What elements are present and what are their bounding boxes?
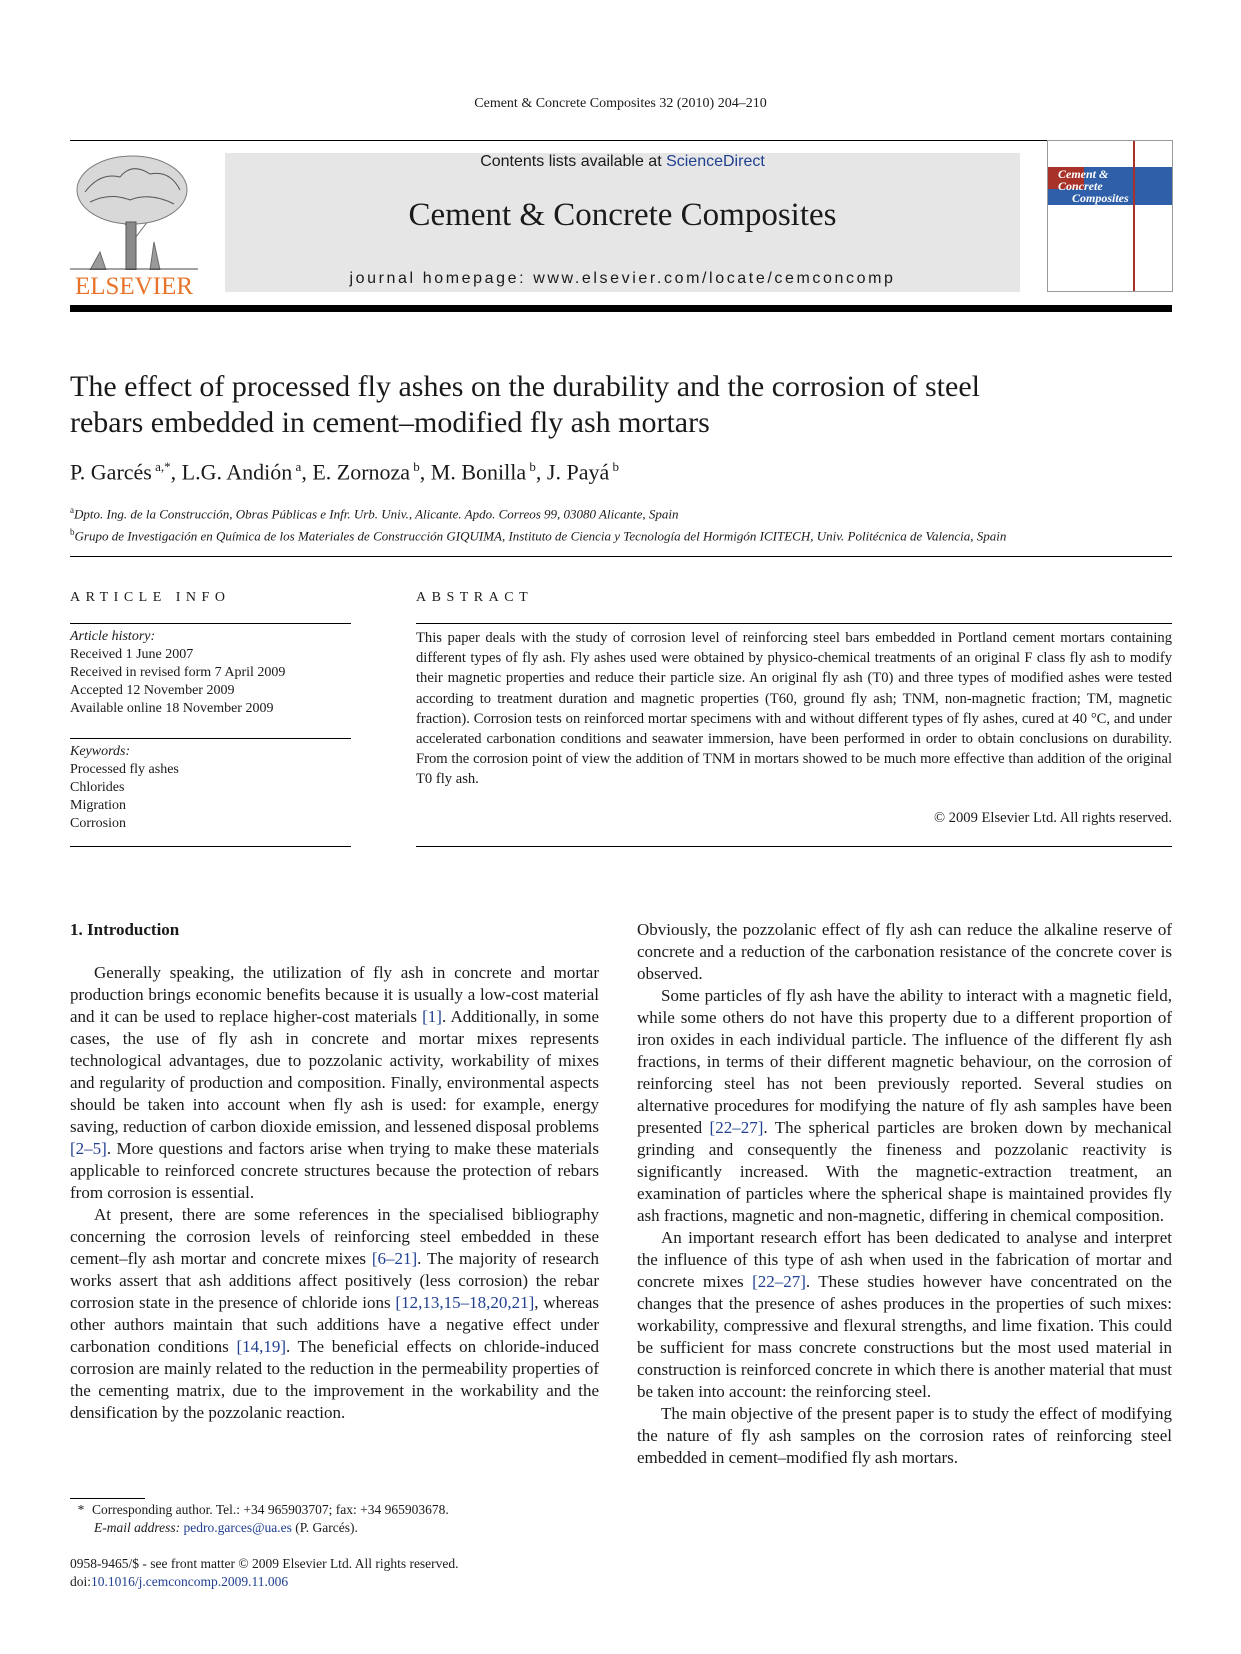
paragraph-text: . These studies however have concentrated on the changes that the presence of ashes produces in the properties of such mixes: workability, compressive and flexural strengths, and lime fixation. This could be sufficient for mass concrete constructions but the most used material in construction is reinforced concrete in which there is another material that must be taken into account: the reinforcing steel.	[637, 1272, 1172, 1401]
sciencedirect-link[interactable]: ScienceDirect	[666, 153, 765, 170]
citation-link[interactable]: [2–5]	[70, 1139, 107, 1158]
journal-name: Cement & Concrete Composites	[408, 197, 837, 233]
affiliation-text: Grupo de Investigación en Química de los Materiales de Construcción GIQUIMA, Instituto de Ciencia y Tecnología del Hormigón ICITECH, Univ. Politécnica de Valencia, Spain	[74, 528, 1007, 544]
paragraph-text: An important research effort has been dedicated to analyse and interpret the influence of this type of ash when used in the fabrication of mortar and concrete mixes	[637, 1228, 1172, 1291]
author-separator: ,	[419, 459, 431, 485]
footnote-rule	[70, 1498, 145, 1499]
journal-homepage	[225, 270, 1020, 288]
body-paragraph	[70, 1204, 599, 1424]
issn-doi-block	[70, 1555, 459, 1591]
journal-cover-thumbnail[interactable]	[1047, 140, 1173, 292]
paragraph-text: At present, there are some references in the specialised bibliography concerning the corrosion levels of reinforcing steel embedded in these cement–fly ash mortar and concrete mixes	[70, 1205, 599, 1268]
body-column-left	[70, 962, 599, 1424]
affiliation	[70, 523, 1006, 545]
body-paragraph	[637, 919, 1172, 985]
article-info-heading: ARTICLE INFO	[70, 590, 231, 605]
author-affiliation-mark: b	[410, 459, 420, 474]
author-separator: ,	[301, 459, 313, 485]
doi-link[interactable]: 10.1016/j.cemconcomp.2009.11.006	[91, 1574, 289, 1589]
affiliation	[70, 501, 1006, 523]
body-paragraph	[70, 962, 599, 1204]
citation-link[interactable]: [6–21]	[371, 1249, 418, 1268]
author-list	[70, 459, 619, 485]
abstract-rule	[416, 623, 1172, 624]
history-item: Available online 18 November 2009	[70, 701, 274, 716]
affiliation-text: Dpto. Ing. de la Construcción, Obras Públicas e Infr. Urb. Univ., Alicante. Apdo. Correos 99, 03080 Alicante, Spain	[74, 506, 679, 522]
paragraph-text: Some particles of fly ash have the ability to interact with a magnetic field, while some others do not have this property due to a different proportion of iron oxides in each individual particle. The influence of the different fly ash fractions, in terms of their different magnetic behaviour, on the corrosion of reinforcing steel has not been previously reported. Several studies on alternative procedures for modifying the nature of fly ash samples have been presented	[637, 986, 1172, 1137]
paragraph-text: Obviously, the pozzolanic effect of fly ash can reduce the alkaline reserve of concrete and a reduction of the carbonation resistance of the concrete cover is observed.	[637, 920, 1172, 983]
history-label: Article history:	[70, 629, 156, 644]
corresponding-author-footnote	[70, 1501, 449, 1537]
footnote-text: Corresponding author. Tel.: +34 965903707; fax: +34 965903678.	[92, 1502, 449, 1517]
cover-title-line: Concrete	[1058, 179, 1103, 193]
abstract-heading: ABSTRACT	[416, 590, 534, 605]
elsevier-tree-icon	[70, 152, 198, 270]
email-suffix: (P. Garcés).	[291, 1520, 358, 1535]
keywords	[70, 743, 179, 833]
footnote-mark: *	[77, 1502, 85, 1517]
homepage-url[interactable]: www.elsevier.com/locate/cemconcomp	[533, 270, 896, 287]
footnote-line	[70, 1501, 449, 1519]
cover-title-line: Composites	[1072, 191, 1129, 205]
elsevier-wordmark: ELSEVIER	[74, 273, 194, 300]
section-heading: 1. Introduction	[70, 920, 180, 939]
citation-link[interactable]: [22–27]	[709, 1118, 764, 1137]
abstract-text: This paper deals with the study of corrosion level of reinforcing steel bars embedded in Portland cement mortars containing different types of fly ash. Fly ashes used were obtained by physico-chemical treatments of an original F class fly ash to modify their magnetic properties and reduce their particle size. An original fly ash (T0) and three types of modified ashes were tested according to treatment duration and magnetic properties (T60, ground fly ash; TNM, non-magnetic fraction; TM, magnetic fraction). Corrosion tests on reinforced mortar specimens with and without different types of fly ashes, cured at 40 °C, and under accelerated carbonation conditions and seawater immersion, have been performed in order to obtain conclusions on durability. From the corrosion point of view the addition of TNM in mortars showed to be much more effective than addition of the original T0 fly ash.	[416, 630, 1172, 788]
paragraph-text: , whereas other authors maintain that such additions have a negative effect under carbonation conditions	[70, 1293, 599, 1356]
citation-link[interactable]: [22–27]	[752, 1272, 806, 1291]
article-info-rule	[70, 846, 351, 847]
doi-label: doi:	[70, 1574, 92, 1589]
journal-masthead	[225, 153, 1020, 292]
paragraph-text: Generally speaking, the utilization of fly ash in concrete and mortar production brings economic benefits because it is usually a low-cost material and it can be used to replace higher-cost materials	[70, 963, 599, 1026]
footnote-email-line	[70, 1519, 449, 1537]
abstract-rule	[416, 846, 1172, 847]
history-list	[70, 646, 285, 718]
citation-link[interactable]: [14,19]	[236, 1337, 287, 1356]
body-paragraph	[637, 1227, 1172, 1403]
cover-title-line: Cement &	[1058, 167, 1109, 181]
author-affiliation-mark: b	[609, 459, 619, 474]
paragraph-text: . The beneficial effects on chloride-induced corrosion are mainly related to the reduction in the permeability properties of the cementing matrix, due to the improvement in the workability and the densification by the pozzolanic reaction.	[70, 1337, 599, 1422]
author-affiliation-mark: b	[526, 459, 536, 474]
affiliation-mark: a	[70, 505, 74, 515]
keyword-item: Chlorides	[70, 780, 125, 795]
body-paragraph	[637, 1403, 1172, 1469]
affiliations	[70, 501, 1006, 546]
author-separator: ,	[170, 459, 182, 485]
author-email-link[interactable]: pedro.garces@ua.es	[183, 1520, 292, 1535]
title-line: The effect of processed fly ashes on the durability and the corrosion of steel	[70, 370, 980, 403]
email-label: E-mail address:	[94, 1520, 184, 1535]
paragraph-text: . The spherical particles are broken down by mechanical grinding and consequently the fineness and pozzolanic reactivity is significantly increased. With the magnetic-extraction treatment, an examination of particles where the spherical shape is maintained provides fly ash fractions, magnetic and non-magnetic, differing in chemical composition.	[637, 1118, 1173, 1225]
history-item: Received 1 June 2007	[70, 647, 194, 662]
paragraph-text: . More questions and factors arise when trying to make these materials applicable to reinforced concrete structures because the protection of rebars from corrosion is essential.	[70, 1139, 599, 1202]
history-item: Received in revised form 7 April 2009	[70, 665, 286, 680]
affiliation-mark: b	[70, 527, 75, 538]
contents-prefix: Contents lists available at	[480, 153, 667, 170]
elsevier-logo[interactable]	[70, 152, 198, 300]
paragraph-text: The main objective of the present paper is to study the effect of modifying the nature of fly ash samples on the corrosion rates of reinforcing steel embedded in cement–modified fly ash mortars.	[637, 1404, 1172, 1467]
article-info-rule	[70, 738, 351, 739]
citation-link[interactable]: [12,13,15–18,20,21]	[395, 1293, 535, 1312]
article-info-rule	[70, 623, 351, 624]
citation-link[interactable]: [1]	[422, 1007, 442, 1026]
author-name[interactable]: E. Zornoza	[312, 459, 411, 485]
affiliation-rule	[70, 556, 1172, 557]
author-name[interactable]: L.G. Andión	[181, 459, 293, 485]
author-affiliation-mark: a	[292, 459, 302, 474]
body-column-right	[637, 919, 1172, 1469]
header-thick-rule	[70, 305, 1172, 312]
issn-line: 0958-9465/$ - see front matter © 2009 Elsevier Ltd. All rights reserved.	[70, 1556, 459, 1571]
doi-line	[70, 1573, 459, 1591]
abstract-copyright: © 2009 Elsevier Ltd. All rights reserved.	[933, 810, 1172, 826]
title-line: rebars embedded in cement–modified fly ash mortars	[70, 406, 710, 439]
homepage-prefix: journal homepage:	[349, 270, 534, 287]
author-name[interactable]: M. Bonilla	[430, 459, 527, 485]
author-name[interactable]: P. Garcés	[70, 459, 152, 485]
contents-line	[225, 153, 1020, 171]
paragraph-text: . The majority of research works assert that ash additions affect positively (less corrosion) the rebar corrosion state in the presence of chloride ions	[70, 1249, 599, 1312]
header-rule	[70, 140, 1172, 141]
article-title	[70, 369, 1160, 441]
journal-citation: Cement & Concrete Composites 32 (2010) 204–210	[474, 96, 767, 111]
keyword-item: Processed fly ashes	[70, 762, 179, 777]
author-name[interactable]: J. Payá	[546, 459, 610, 485]
keyword-item: Migration	[70, 798, 126, 813]
body-paragraph	[637, 985, 1172, 1227]
keyword-list	[70, 761, 179, 833]
article-history	[70, 628, 285, 718]
keyword-item: Corrosion	[70, 816, 126, 831]
author-affiliation-mark: a,*	[151, 459, 171, 474]
keywords-label: Keywords:	[70, 744, 131, 759]
paragraph-text: . Additionally, in some cases, the use of fly ash in concrete and mortar mixes represents technological advantages, due to pozzolanic activity, workability of mixes and regularity of production and composition. Finally, environmental aspects should be taken into account when fly ash is used: for example, energy saving, reduction of carbon dioxide emission, and lessened disposal problems	[70, 1007, 599, 1136]
history-item: Accepted 12 November 2009	[70, 683, 235, 698]
author-separator: ,	[535, 459, 547, 485]
cover-stripe	[1133, 141, 1135, 291]
cover-title	[1058, 168, 1129, 204]
